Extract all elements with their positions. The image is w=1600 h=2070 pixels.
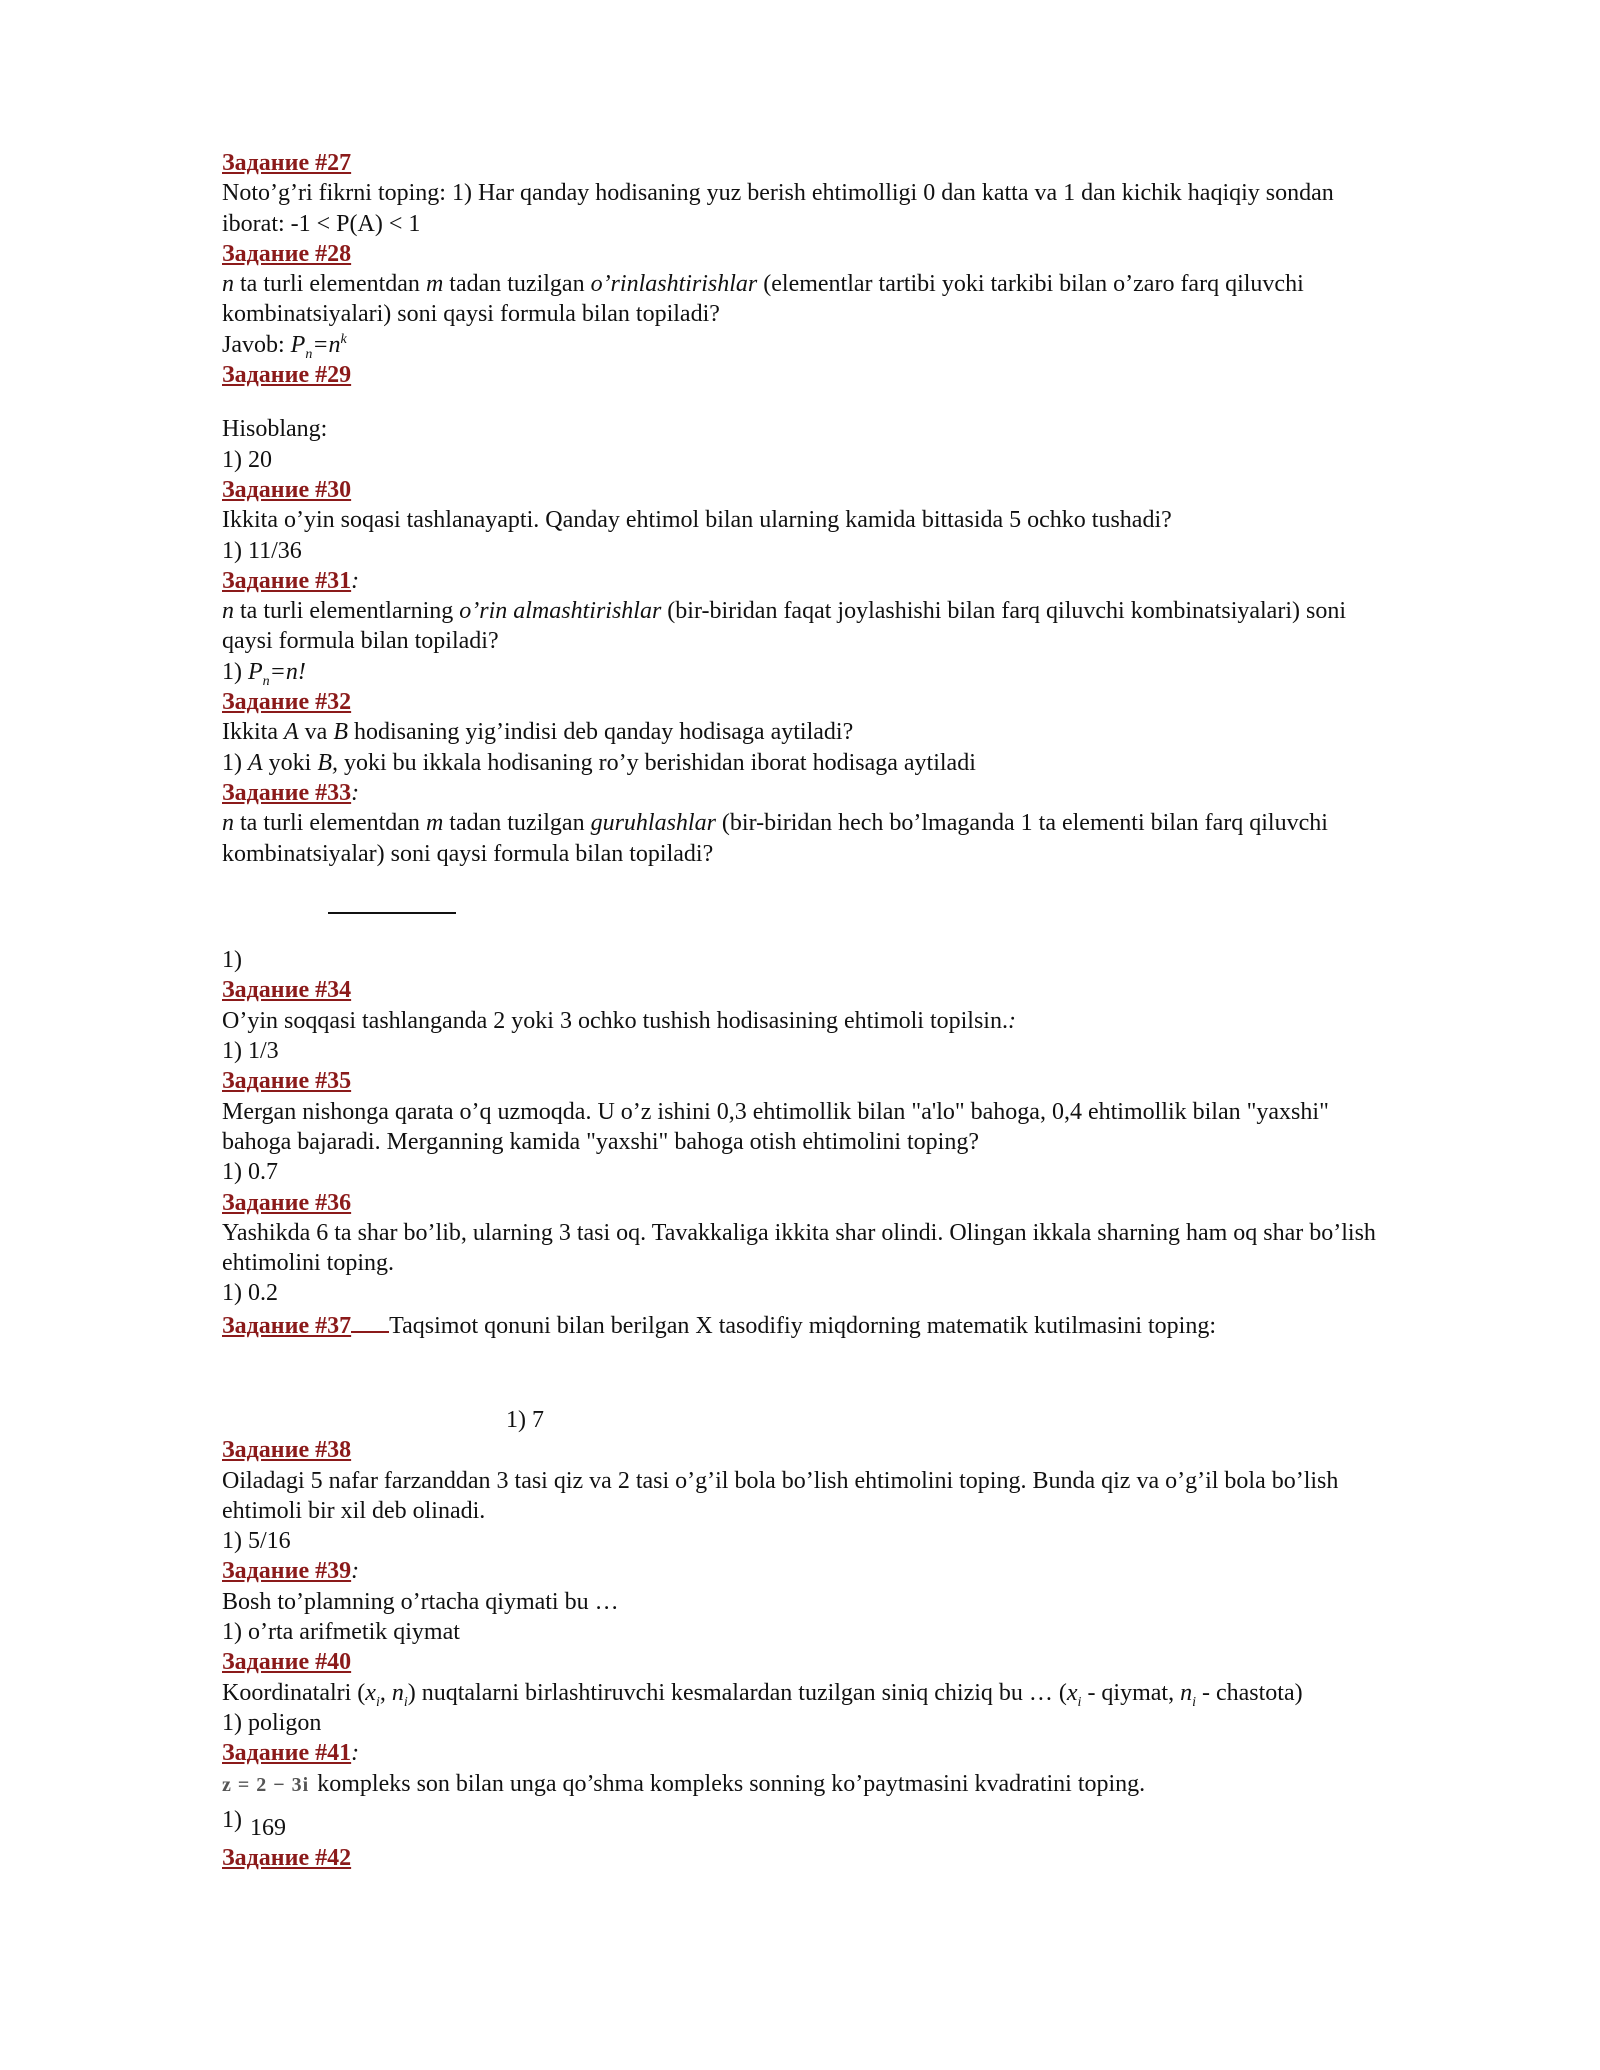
task-heading <box>222 1843 1502 1873</box>
task-heading: Задание #39: <box>222 1558 360 1585</box>
answer-text: 1) 5/16 <box>222 1528 291 1555</box>
task-title: Задание #35 <box>222 1068 352 1095</box>
question-text: ehtimoli bir xil deb olinadi. <box>222 1497 486 1524</box>
task-heading: Задание #33: <box>222 779 360 806</box>
task-title: Задание #30 <box>222 476 352 503</box>
task-heading <box>222 1435 1502 1465</box>
question-text: iborat: -1 < P(A) < 1 <box>222 210 421 237</box>
answer-text: Javob: $P_n=n^k$ <box>222 331 347 362</box>
question-text: O’yin soqqasi tashlanganda 2 yoki 3 ochko tushish hodisasining ehtimoli topilsin.: <box>222 1007 1016 1034</box>
question-text: Bosh to’plamning o’rtacha qiymati bu … <box>222 1588 619 1615</box>
question-text: Ikkita A va B hodisaning yig’indisi deb qanday hodisaga aytiladi? <box>222 719 854 746</box>
task-title: Задание #34 <box>222 977 352 1004</box>
document-page <box>222 148 1502 1873</box>
answer-text: 1) 1/3 <box>222 1038 279 1065</box>
question-text: Yashikda 6 ta shar bo’lib, ularning 3 tasi oq. Tavakkaliga ikkita shar olindi. Olingan ikkala sharning ham oq shar bo’lish <box>222 1219 1376 1246</box>
answer-text: 1) 0.2 <box>222 1280 278 1307</box>
question-text: ehtimolini toping. <box>222 1250 394 1277</box>
answer-text: 1) 0.7 <box>222 1159 278 1186</box>
answer-text: 1) 11/36 <box>222 537 302 564</box>
task-title: Задание #36 <box>222 1189 352 1216</box>
question-text: n ta turli elementlarning o’rin almashtirishlar (bir-biridan faqat joylashishi bilan farq qiluvchi kombinatsiyalari) soni <box>222 598 1346 625</box>
task-title: Задание #27 <box>222 150 352 176</box>
question-text: bahoga bajaradi. Merganning kamida "yaxshi" bahoga otish ehtimolini toping? <box>222 1128 979 1155</box>
task-title: Задание #42 <box>222 1844 352 1871</box>
task-title: Задание #33 <box>222 779 352 806</box>
task-heading: Задание #41: <box>222 1740 360 1767</box>
question-text: Oiladagi 5 nafar farzanddan 3 tasi qiz va 2 tasi o’g’il bola bo’lish ehtimolini toping. Bunda qiz va o’g’il bola bo’lish <box>222 1467 1339 1494</box>
task-title: Задание #32 <box>222 689 352 716</box>
answer-text: 1) 169 <box>222 1806 286 1841</box>
task-heading: Задание #31: <box>222 567 360 594</box>
task-heading <box>222 1309 1502 1339</box>
question-text: Ikkita o’yin soqasi tashlanayapti. Qanday ehtimol bilan ularning kamida bittasida 5 ochko tushadi? <box>222 507 1172 534</box>
task-heading <box>222 1188 1502 1218</box>
task-title: Задание #37 <box>222 1312 352 1339</box>
formula-fraction-bar <box>222 897 1502 927</box>
answer-text: 1) $P_n=n$! <box>222 658 306 689</box>
task-heading <box>222 239 1502 269</box>
task-title: Задание #31 <box>222 567 352 594</box>
task-title: Задание #40 <box>222 1649 352 1676</box>
task-heading <box>222 148 1502 178</box>
task-heading <box>222 1066 1502 1096</box>
task-title: Задание #28 <box>222 240 352 267</box>
task-title: Задание #29 <box>222 362 352 389</box>
answer-text: 1) poligon <box>222 1709 322 1736</box>
task-heading <box>222 1647 1502 1677</box>
question-text: n ta turli elementdan m tadan tuzilgan o’rinlashtirishlar (elementlar tartibi yoki tarkibi bilan o’zaro farq qiluvchi <box>222 271 1304 298</box>
answer-text: 1) 20 <box>222 446 272 473</box>
task-heading <box>222 975 1502 1005</box>
question-text: n ta turli elementdan m tadan tuzilgan guruhlashlar (bir-biridan hech bo’lmaganda 1 ta elementi bilan farq qiluvchi <box>222 810 1328 837</box>
question-text: kombinatsiyalari) soni qaysi formula bilan topiladi? <box>222 301 720 328</box>
question-text: Koordinatalri ($x_i$, $n_i$) nuqtalarni birlashtiruvchi kesmalardan tuzilgan siniq chiziq bu … ($x_i$ - qiymat, $n_i$ - chastota) <box>222 1679 1303 1710</box>
question-text: Taqsimot qonuni bilan berilgan X tasodifiy miqdorning matematik kutilmasini toping: <box>389 1312 1217 1339</box>
task-heading <box>222 360 1502 390</box>
answer-text: 1) o’rta arifmetik qiymat <box>222 1619 460 1646</box>
question-text: Noto’g’ri fikrni toping: 1) Har qanday hodisaning yuz berish ehtimolligi 0 dan katta va 1 dan kichik haqiqiy sondan <box>222 180 1334 207</box>
task-title: Задание #38 <box>222 1437 352 1464</box>
task-title: Задание #39 <box>222 1558 352 1585</box>
question-text: Hisoblang: <box>222 416 328 443</box>
task-heading <box>222 475 1502 505</box>
question-text: Mergan nishonga qarata o’q uzmoqda. U o’z ishini 0,3 ehtimollik bilan "a'lo" bahoga, 0,4 ehtimollik bilan "yaxshi" <box>222 1098 1329 1125</box>
answer-text: 1) A yoki B, yoki bu ikkala hodisaning ro’y berishidan iborat hodisaga aytiladi <box>222 749 976 776</box>
formula-image: z = 2 − 3i <box>222 1773 310 1796</box>
question-text: qaysi formula bilan topiladi? <box>222 628 499 655</box>
question-text: kombinatsiyalar) soni qaysi formula bilan topiladi? <box>222 840 714 867</box>
task-title: Задание #41 <box>222 1740 352 1767</box>
answer-text: 1) 7 <box>506 1406 544 1433</box>
task-heading <box>222 687 1502 717</box>
question-text: z = 2 − 3i kompleks son bilan unga qo’shma kompleks sonning ko’paytmasini kvadratini toping. <box>222 1769 1502 1799</box>
answer-text: 1) <box>222 947 242 974</box>
